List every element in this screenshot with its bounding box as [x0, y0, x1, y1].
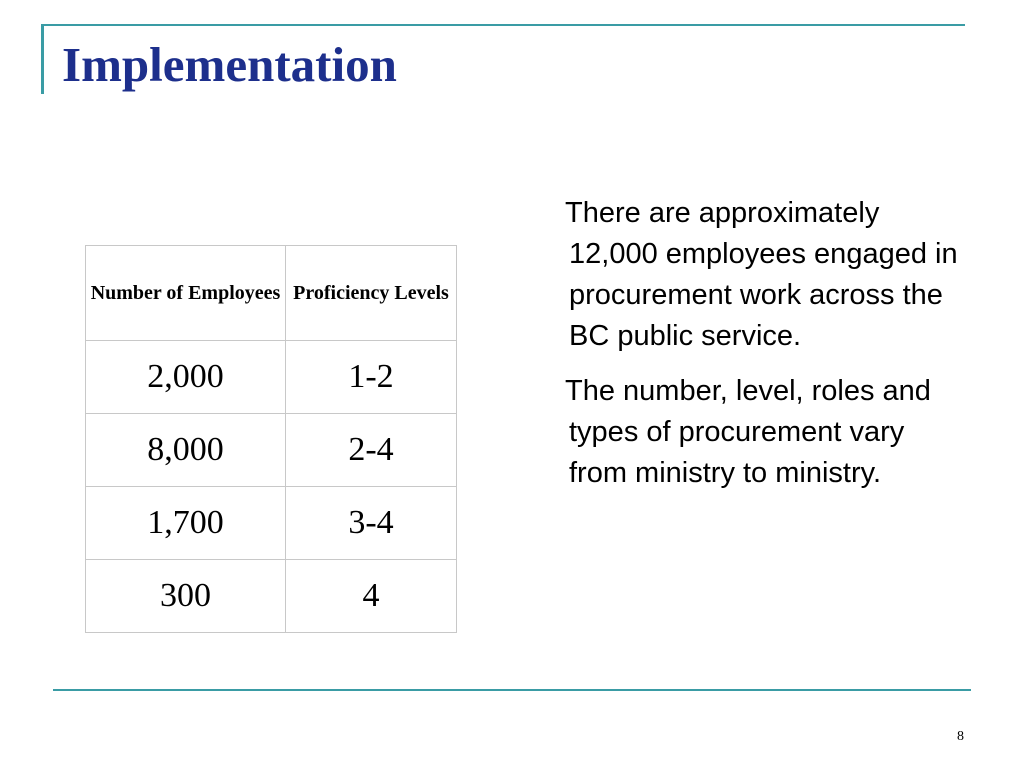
header-number-of-employees: Number of Employees [86, 246, 286, 341]
footer-rule [53, 689, 971, 691]
title-accent-horizontal-rule [41, 24, 965, 26]
page-number: 8 [957, 729, 964, 744]
table-header-row [86, 246, 457, 341]
paragraph-employee-count: There are approximately 12,000 employees engaged in procurement work across the BC public service. [565, 197, 958, 352]
cell-employees: 8,000 [86, 414, 286, 487]
table-row [86, 487, 457, 560]
header-proficiency-levels: Proficiency Levels [286, 246, 457, 341]
cell-proficiency: 4 [286, 560, 457, 633]
paragraph-ministry-variation: The number, level, roles and types of procurement vary from ministry to ministry. [565, 375, 931, 489]
cell-proficiency: 1-2 [286, 341, 457, 414]
title-accent-vertical-rule [41, 24, 44, 94]
table-row [86, 414, 457, 487]
cell-employees: 300 [86, 560, 286, 633]
body-text-block [557, 193, 967, 494]
cell-employees: 1,700 [86, 487, 286, 560]
slide-title: Implementation [62, 37, 397, 92]
cell-proficiency: 2-4 [286, 414, 457, 487]
table-row [86, 560, 457, 633]
table-row [86, 341, 457, 414]
cell-proficiency: 3-4 [286, 487, 457, 560]
employees-proficiency-table [85, 245, 457, 633]
cell-employees: 2,000 [86, 341, 286, 414]
